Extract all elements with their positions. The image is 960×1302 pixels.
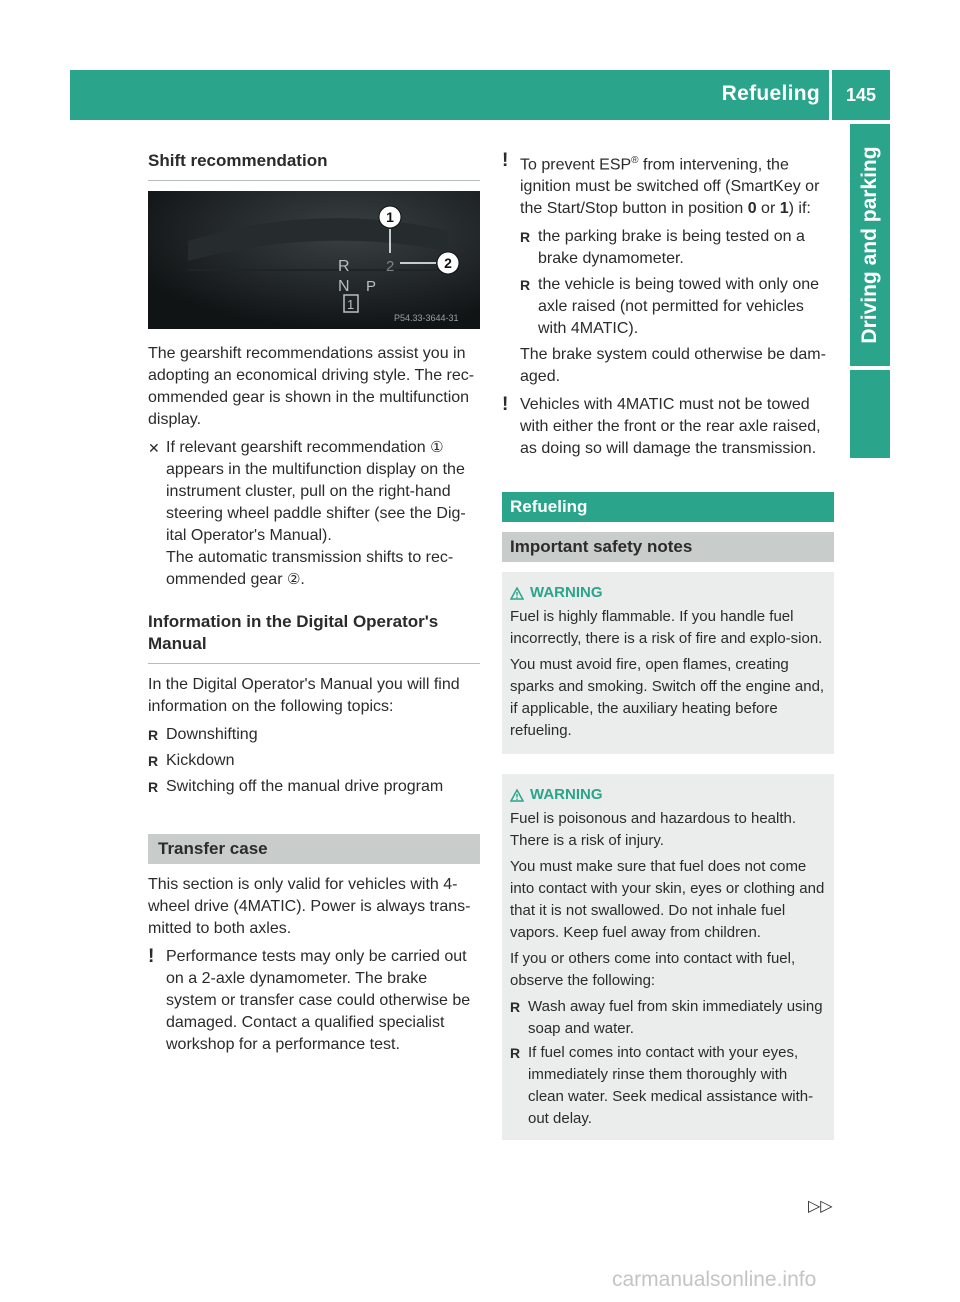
side-tab-label: Driving and parking	[858, 146, 881, 344]
warning-triangle-icon	[510, 587, 524, 600]
warning-text: Fuel is poisonous and hazardous to health. There is a risk of injury.	[510, 810, 797, 850]
esp-after: The brake system could otherwise be dam-aged.	[520, 346, 826, 386]
gear-p: P	[366, 278, 377, 295]
page-header	[70, 70, 890, 120]
exclamation-icon: !	[148, 946, 155, 967]
esp-note: ! To prevent ESP® from intervening, the ignition must be switched off (SmartKey or the Start/Stop button in position 0 or 1) if:	[502, 150, 820, 218]
left-column	[148, 150, 480, 1062]
list-item: R the parking brake is being tested on a brake dynamometer.	[520, 228, 805, 268]
action-step	[148, 437, 480, 591]
continue-arrow-icon: ▷▷	[808, 1198, 833, 1215]
gear-n: N	[338, 278, 350, 295]
shift-heading: Shift recommendation	[148, 150, 480, 181]
refueling-heading: Refueling	[502, 492, 834, 522]
gear-r: R	[338, 258, 350, 275]
action-text-a: If relevant gearshift recommendation	[166, 439, 431, 456]
transfer-note: ! Performance tests may only be carried out on a 2-axle dynamometer. The brake system or transfer case could otherwise be damaged. Contact a qualified specialist workshop for a performance test.	[148, 946, 471, 1053]
action-result-b: .	[300, 571, 305, 588]
warning-text: If you or others come into contact with fuel, observe the following:	[510, 950, 796, 990]
recommended-gear: 2	[386, 258, 395, 275]
list-item: R Switching off the manual drive program	[148, 778, 444, 795]
list-item: R Kickdown	[148, 752, 235, 769]
action-text-b: appears in the multifunction display on the instrument cluster, pull on the right-hand steering wheel paddle shifter (see the Dig-ital Operator's Manual).	[166, 461, 466, 544]
callout-1-ref: ①	[430, 439, 444, 456]
exclamation-icon: !	[502, 150, 509, 171]
tow-note: ! Vehicles with 4MATIC must not be towed with either the front or the rear axle raised, as doing so will damage the transmission.	[502, 394, 821, 458]
figure-code: P54.33-3644-31	[394, 313, 459, 323]
callout-2: 2	[444, 255, 452, 271]
list-item: R If fuel comes into contact with your eyes, immediately rinse them thoroughly with clean water. Seek medical assistance with-out delay.	[510, 1044, 814, 1128]
right-column	[502, 150, 834, 1160]
action-result-a: The automatic transmission shifts to rec-ommended gear	[166, 549, 454, 588]
list-item: R Wash away fuel from skin immediately using soap and water.	[510, 998, 823, 1038]
side-tab-block	[850, 370, 890, 458]
warning-text: You must make sure that fuel does not come into contact with your skin, eyes or clothing and that it is not swallowed. Do not inhale fuel vapors. Keep fuel away from children.	[510, 858, 825, 942]
warning-title: WARNING	[510, 784, 826, 806]
instrument-cluster-illustration	[148, 191, 480, 329]
info-paragraph: In the Digital Operator's Manual you will find information on the following topics:	[148, 676, 460, 715]
esp-list	[502, 226, 834, 388]
warning-text: You must avoid fire, open flames, creating sparks and smoking. Switch off the engine and, if applicable, the auxiliary heating before refueling.	[510, 656, 825, 740]
transfer-paragraph: This section is only valid for vehicles with 4-wheel drive (4MATIC). Power is always trans-mitted to both axles.	[148, 876, 471, 937]
info-heading: Information in the Digital Operator's Manual	[148, 611, 480, 664]
header-title: Refueling	[721, 82, 820, 105]
gearshift-figure	[148, 191, 480, 329]
transfer-heading: Transfer case	[148, 834, 480, 864]
warning-triangle-icon	[510, 789, 524, 802]
side-tab	[850, 124, 890, 366]
list-item: R Downshifting	[148, 726, 258, 743]
exclamation-icon: !	[502, 394, 509, 416]
warning-box-poison	[502, 774, 834, 1140]
action-arrow-icon: ✕	[148, 440, 160, 456]
safety-heading: Important safety notes	[502, 532, 834, 562]
callout-2-ref: ②	[286, 571, 301, 588]
callout-1: 1	[386, 209, 394, 225]
page-number: 145	[845, 85, 877, 105]
shift-paragraph: The gearshift recommendations assist you in adopting an economical driving style. The rec-ommended gear is shown in the multifunction display.	[148, 345, 475, 428]
watermark: carmanualsonline.info	[612, 1268, 817, 1291]
warning-text: Fuel is highly flammable. If you handle fuel incorrectly, there is a risk of fire and explo-sion.	[510, 608, 823, 648]
warning-title: WARNING	[510, 582, 826, 604]
gear-box-number: 1	[347, 297, 355, 312]
list-item: R the vehicle is being towed with only one axle raised (not permitted for vehicles with 4MATIC).	[520, 276, 820, 338]
warning-box-fire	[502, 572, 834, 754]
